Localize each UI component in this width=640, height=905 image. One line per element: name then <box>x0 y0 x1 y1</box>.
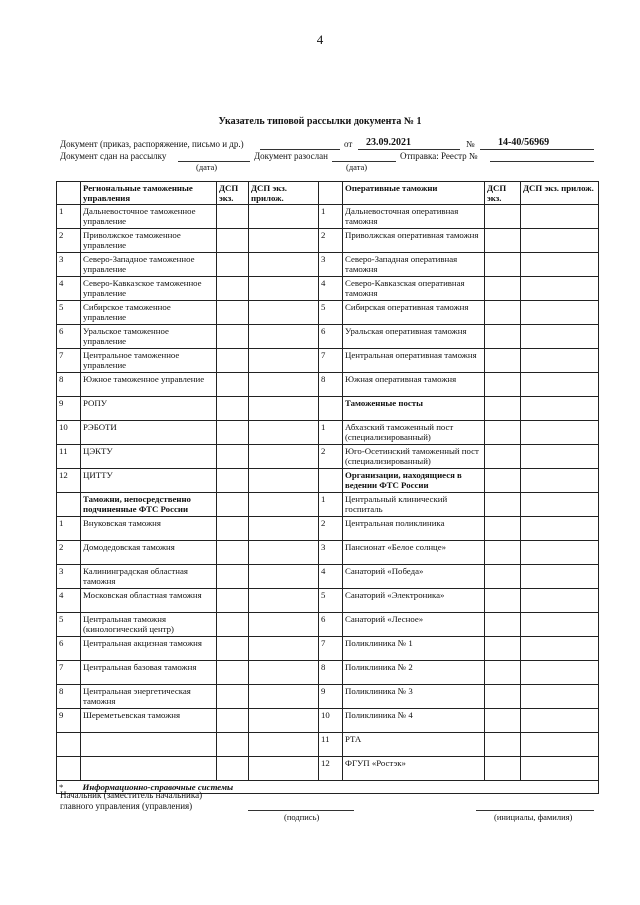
row-right-name: Северо-Кавказская оперативная таможня <box>343 277 485 301</box>
signature-underline <box>248 810 354 811</box>
table-row <box>57 661 599 685</box>
row-right-dsp-app <box>521 757 599 781</box>
table-row <box>57 685 599 709</box>
row-left-name <box>81 733 217 757</box>
row-right-dsp <box>485 541 521 565</box>
table-row <box>57 277 599 301</box>
table-row <box>57 757 599 781</box>
dsp-header-left: ДСП экз. <box>217 182 249 205</box>
row-right-name: Центральная поликлиника <box>343 517 485 541</box>
row-right-name: Организации, находящиеся в ведении ФТС России <box>343 469 485 493</box>
row-right-number: 4 <box>319 277 343 301</box>
doc-date: 23.09.2021 <box>366 137 411 148</box>
row-right-dsp <box>485 469 521 493</box>
row-left-name: Южное таможенное управление <box>81 373 217 397</box>
row-right-dsp-app <box>521 517 599 541</box>
row-left-dsp <box>217 229 249 253</box>
table-row <box>57 733 599 757</box>
row-right-dsp-app <box>521 301 599 325</box>
row-right-number: 7 <box>319 349 343 373</box>
row-right-name: Северо-Западная оперативная таможня <box>343 253 485 277</box>
row-left-dsp-app <box>249 445 319 469</box>
row-right-number: 1 <box>319 421 343 445</box>
table-row <box>57 637 599 661</box>
row-left-number: 11 <box>57 445 81 469</box>
row-left-name: Шереметьевская таможня <box>81 709 217 733</box>
row-right-name: Санаторий «Победа» <box>343 565 485 589</box>
row-right-dsp-app <box>521 373 599 397</box>
row-right-name: Приволжская оперативная таможня <box>343 229 485 253</box>
dispatch-number-underline <box>490 161 594 162</box>
row-right-dsp-app <box>521 325 599 349</box>
row-right-dsp-app <box>521 397 599 421</box>
row-left-dsp-app <box>249 277 319 301</box>
row-right-number: 6 <box>319 613 343 637</box>
row-right-name: Поликлиника № 4 <box>343 709 485 733</box>
row-left-number <box>57 493 81 517</box>
row-right-dsp <box>485 445 521 469</box>
row-right-name: ФГУП «Ростэк» <box>343 757 485 781</box>
row-right-name: РТА <box>343 733 485 757</box>
table-row <box>57 349 599 373</box>
table-row <box>57 493 599 517</box>
row-right-dsp <box>485 565 521 589</box>
row-right-dsp <box>485 301 521 325</box>
row-right-dsp-app <box>521 445 599 469</box>
row-left-name: Центральное таможенное управление <box>81 349 217 373</box>
row-right-dsp-app <box>521 469 599 493</box>
row-left-dsp-app <box>249 661 319 685</box>
row-left-dsp <box>217 349 249 373</box>
row-right-number: 11 <box>319 733 343 757</box>
table-row <box>57 421 599 445</box>
row-right-dsp-app <box>521 709 599 733</box>
row-left-dsp-app <box>249 301 319 325</box>
row-right-dsp-app <box>521 253 599 277</box>
row-right-dsp <box>485 613 521 637</box>
distributed-date-hint: (дата) <box>346 162 368 172</box>
row-left-number: 2 <box>57 229 81 253</box>
table-row <box>57 205 599 229</box>
row-left-dsp <box>217 637 249 661</box>
row-right-dsp-app <box>521 565 599 589</box>
row-left-name: Северо-Западное таможенное управление <box>81 253 217 277</box>
table-row <box>57 469 599 493</box>
table-row <box>57 373 599 397</box>
row-right-dsp-app <box>521 733 599 757</box>
row-left-dsp-app <box>249 253 319 277</box>
row-right-name: Поликлиника № 1 <box>343 637 485 661</box>
row-right-dsp-app <box>521 229 599 253</box>
row-left-number: 3 <box>57 565 81 589</box>
doc-type-label: Документ (приказ, распоряжение, письмо и др.) <box>60 139 244 149</box>
row-left-name: Таможни, непосредственно подчиненные ФТС России <box>81 493 217 517</box>
row-right-dsp <box>485 325 521 349</box>
row-left-dsp <box>217 421 249 445</box>
row-right-name: Юго-Осетинский таможенный пост (специализированный) <box>343 445 485 469</box>
row-right-name: Центральная оперативная таможня <box>343 349 485 373</box>
row-left-dsp-app <box>249 589 319 613</box>
row-left-number: 3 <box>57 253 81 277</box>
doc-number-label: № <box>466 139 475 149</box>
dispatch-label: Отправка: Реестр № <box>400 151 478 161</box>
row-left-name: Северо-Кавказское таможенное управление <box>81 277 217 301</box>
row-left-dsp <box>217 517 249 541</box>
row-left-dsp-app <box>249 349 319 373</box>
row-right-name: Пансионат «Белое солнце» <box>343 541 485 565</box>
row-left-dsp-app <box>249 469 319 493</box>
table-row <box>57 565 599 589</box>
row-left-name: РОПУ <box>81 397 217 421</box>
row-left-dsp <box>217 493 249 517</box>
row-right-dsp <box>485 373 521 397</box>
row-right-dsp <box>485 757 521 781</box>
row-right-number: 2 <box>319 517 343 541</box>
row-right-number: 2 <box>319 229 343 253</box>
distributed-label: Документ разослан <box>254 151 328 161</box>
row-right-name: Абхазский таможенный пост (специализированный) <box>343 421 485 445</box>
table-row <box>57 517 599 541</box>
row-right-dsp <box>485 637 521 661</box>
row-left-name: Уральское таможенное управление <box>81 325 217 349</box>
row-left-dsp <box>217 469 249 493</box>
row-left-dsp <box>217 397 249 421</box>
row-left-dsp <box>217 661 249 685</box>
row-left-dsp-app <box>249 757 319 781</box>
sent-date-hint: (дата) <box>196 162 218 172</box>
row-left-dsp <box>217 373 249 397</box>
row-left-number: 10 <box>57 421 81 445</box>
table-row <box>57 397 599 421</box>
right-column-header: Оперативные таможни <box>343 182 485 205</box>
row-left-name: РЭБОТИ <box>81 421 217 445</box>
row-right-dsp <box>485 205 521 229</box>
row-right-name: Сибирская оперативная таможня <box>343 301 485 325</box>
row-left-name: Центральная базовая таможня <box>81 661 217 685</box>
row-right-name: Таможенные посты <box>343 397 485 421</box>
row-left-number: 2 <box>57 541 81 565</box>
row-left-name: Дальневосточное таможенное управление <box>81 205 217 229</box>
row-left-dsp <box>217 757 249 781</box>
row-right-number: 7 <box>319 637 343 661</box>
row-right-number: 1 <box>319 205 343 229</box>
row-right-number: 3 <box>319 253 343 277</box>
row-left-number: 5 <box>57 301 81 325</box>
row-left-name: Внуковская таможня <box>81 517 217 541</box>
row-left-number: 5 <box>57 613 81 637</box>
table-row <box>57 613 599 637</box>
row-right-number: 6 <box>319 325 343 349</box>
row-right-dsp <box>485 277 521 301</box>
row-right-dsp <box>485 349 521 373</box>
row-right-number: 4 <box>319 565 343 589</box>
row-left-name: Приволжское таможенное управление <box>81 229 217 253</box>
table-row <box>57 229 599 253</box>
row-left-name <box>81 757 217 781</box>
row-left-number: 7 <box>57 661 81 685</box>
row-left-dsp-app <box>249 325 319 349</box>
row-right-name: Поликлиника № 3 <box>343 685 485 709</box>
distribution-table <box>56 181 599 794</box>
row-left-dsp <box>217 709 249 733</box>
row-right-dsp-app <box>521 421 599 445</box>
row-right-dsp-app <box>521 661 599 685</box>
row-right-number: 9 <box>319 685 343 709</box>
sent-label: Документ сдан на рассылку <box>60 151 167 161</box>
left-column-header: Региональные таможенные управления <box>81 182 217 205</box>
row-left-number: 4 <box>57 589 81 613</box>
page-number: 4 <box>316 32 324 47</box>
row-right-name: Уральская оперативная таможня <box>343 325 485 349</box>
row-left-number: 12 <box>57 469 81 493</box>
row-right-name: Санаторий «Электроника» <box>343 589 485 613</box>
row-right-dsp-app <box>521 589 599 613</box>
row-right-number: 12 <box>319 757 343 781</box>
row-right-dsp <box>485 685 521 709</box>
row-left-dsp <box>217 445 249 469</box>
row-left-dsp-app <box>249 565 319 589</box>
row-left-number: 8 <box>57 685 81 709</box>
row-right-number <box>319 469 343 493</box>
row-left-dsp-app <box>249 709 319 733</box>
row-left-dsp-app <box>249 373 319 397</box>
signature-hint: (подпись) <box>284 812 320 822</box>
row-right-number: 3 <box>319 541 343 565</box>
row-right-number: 5 <box>319 589 343 613</box>
doc-number-underline <box>480 149 594 150</box>
row-right-dsp-app <box>521 349 599 373</box>
row-left-dsp <box>217 277 249 301</box>
row-right-name: Южная оперативная таможня <box>343 373 485 397</box>
signature-position-line1: Начальник (заместитель начальника) <box>60 790 203 800</box>
row-right-dsp-app <box>521 613 599 637</box>
row-left-number: 4 <box>57 277 81 301</box>
row-right-number: 8 <box>319 661 343 685</box>
row-left-dsp-app <box>249 637 319 661</box>
row-left-dsp <box>217 541 249 565</box>
doc-date-underline <box>358 149 460 150</box>
row-left-number <box>57 757 81 781</box>
row-left-name: Сибирское таможенное управление <box>81 301 217 325</box>
row-left-dsp-app <box>249 733 319 757</box>
doc-type-underline <box>260 149 340 150</box>
table-header-row <box>57 182 599 205</box>
row-left-number: 9 <box>57 709 81 733</box>
dsp-app-header-right: ДСП экз. прилож. <box>521 182 599 205</box>
row-left-number <box>57 733 81 757</box>
footer-mark: * <box>57 781 81 794</box>
row-right-name: Центральный клинический госпиталь <box>343 493 485 517</box>
dsp-header-right: ДСП экз. <box>485 182 521 205</box>
row-left-number: 7 <box>57 349 81 373</box>
row-right-dsp <box>485 517 521 541</box>
row-left-dsp <box>217 613 249 637</box>
row-right-name: Поликлиника № 2 <box>343 661 485 685</box>
row-right-number: 2 <box>319 445 343 469</box>
row-left-dsp <box>217 565 249 589</box>
row-right-dsp <box>485 493 521 517</box>
signature-position-line2: главного управления (управления) <box>60 801 193 811</box>
row-left-dsp <box>217 301 249 325</box>
table-row <box>57 445 599 469</box>
row-left-number: 1 <box>57 205 81 229</box>
table-row <box>57 709 599 733</box>
document-title: Указатель типовой рассылки документа № 1 <box>218 116 422 127</box>
row-left-dsp-app <box>249 613 319 637</box>
row-left-dsp-app <box>249 517 319 541</box>
row-left-dsp <box>217 589 249 613</box>
row-left-name: Московская областная таможня <box>81 589 217 613</box>
row-left-number: 8 <box>57 373 81 397</box>
row-left-dsp-app <box>249 493 319 517</box>
row-right-dsp-app <box>521 205 599 229</box>
row-left-name: Домодедовская таможня <box>81 541 217 565</box>
row-left-dsp-app <box>249 205 319 229</box>
row-right-number: 5 <box>319 301 343 325</box>
row-left-dsp-app <box>249 685 319 709</box>
row-right-dsp <box>485 733 521 757</box>
row-right-dsp-app <box>521 685 599 709</box>
row-right-name: Санаторий «Лесное» <box>343 613 485 637</box>
row-left-number: 9 <box>57 397 81 421</box>
table-row <box>57 301 599 325</box>
row-left-dsp <box>217 205 249 229</box>
row-left-dsp <box>217 253 249 277</box>
row-right-name: Дальневосточная оперативная таможня <box>343 205 485 229</box>
row-left-dsp-app <box>249 541 319 565</box>
name-underline <box>476 810 594 811</box>
row-right-number: 10 <box>319 709 343 733</box>
row-left-name: Центральная таможня (кинологический центр) <box>81 613 217 637</box>
row-left-dsp-app <box>249 397 319 421</box>
row-right-dsp <box>485 229 521 253</box>
row-right-dsp <box>485 397 521 421</box>
row-right-dsp-app <box>521 493 599 517</box>
name-hint: (инициалы, фамилия) <box>494 812 573 822</box>
row-right-dsp <box>485 661 521 685</box>
dsp-app-header-left: ДСП экз. прилож. <box>249 182 319 205</box>
row-left-dsp <box>217 325 249 349</box>
row-right-dsp <box>485 421 521 445</box>
row-left-name: Калининградская областная таможня <box>81 565 217 589</box>
row-left-name: ЦИТТУ <box>81 469 217 493</box>
row-right-number <box>319 397 343 421</box>
row-right-dsp-app <box>521 541 599 565</box>
row-left-dsp-app <box>249 229 319 253</box>
row-right-dsp-app <box>521 637 599 661</box>
doc-number: 14-40/56969 <box>498 137 550 148</box>
row-right-dsp-app <box>521 277 599 301</box>
row-left-dsp <box>217 733 249 757</box>
table-row <box>57 589 599 613</box>
table-row <box>57 541 599 565</box>
table-row <box>57 325 599 349</box>
row-right-dsp <box>485 709 521 733</box>
row-left-number: 6 <box>57 637 81 661</box>
row-left-dsp-app <box>249 421 319 445</box>
row-right-dsp <box>485 253 521 277</box>
row-right-number: 8 <box>319 373 343 397</box>
doc-from-label: от <box>344 139 353 149</box>
footer-text: Информационно-справочные системы <box>81 781 599 794</box>
row-left-name: Центральная акцизная таможня <box>81 637 217 661</box>
row-right-dsp <box>485 589 521 613</box>
row-left-name: Центральная энергетическая таможня <box>81 685 217 709</box>
row-left-name: ЦЭКТУ <box>81 445 217 469</box>
table-row <box>57 253 599 277</box>
row-left-dsp <box>217 685 249 709</box>
row-left-number: 1 <box>57 517 81 541</box>
row-right-number: 1 <box>319 493 343 517</box>
row-left-number: 6 <box>57 325 81 349</box>
